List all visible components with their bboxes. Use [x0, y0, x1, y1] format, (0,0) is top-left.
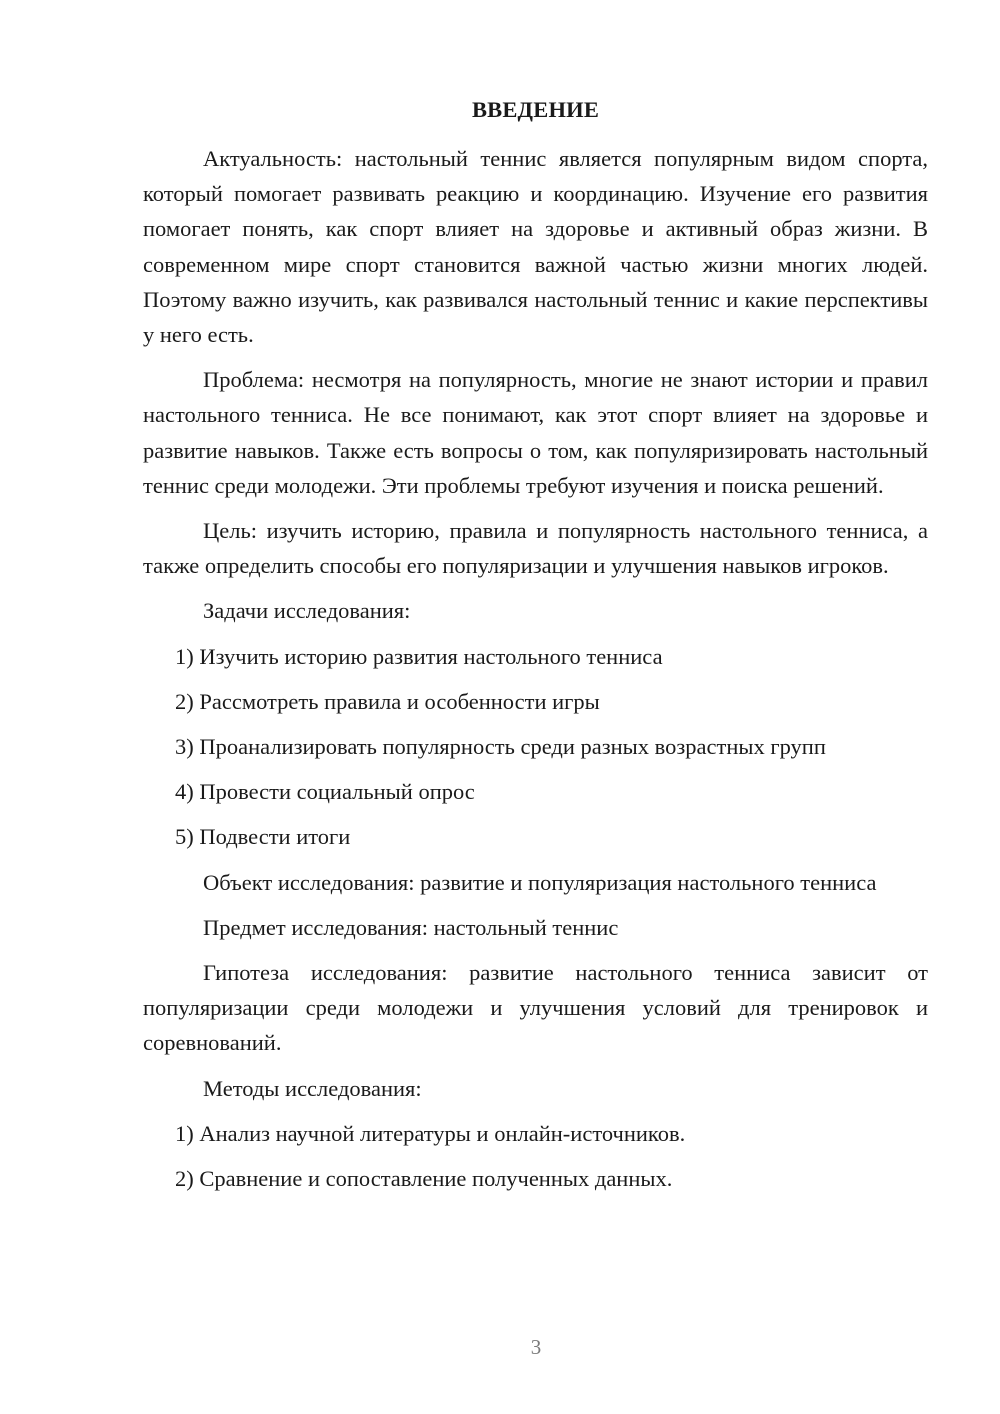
list-item: 1) Изучить историю развития настольного тенниса — [175, 643, 663, 669]
hypothesis-paragraph: Гипотеза исследования: развитие настольного тенниса зависит от популяризации среди молодежи и улучшения условий для тренировок и соревнований. — [143, 960, 928, 1056]
list-item: 4) Провести социальный опрос — [175, 779, 475, 805]
relevance-paragraph: Актуальность: настольный теннис является популярным видом спорта, который помогает развивать реакцию и координацию. Изучение его развития помогает понять, как спорт влияет на здоровье и активный образ жизни. В современном мире спорт становится важной частью жизни многих людей. Поэтому важно изучить, как развивался настольный теннис и какие перспективы у него есть. — [143, 146, 928, 348]
page-number: 3 — [530, 1335, 542, 1359]
list-item: 2) Сравнение и сопоставление полученных данных. — [175, 1166, 673, 1192]
problem-paragraph: Проблема: несмотря на популярность, многие не знают истории и правил настольного тенниса. Не все понимают, как этот спорт влияет на здоровье и развитие навыков. Также есть вопросы о том, как популяризировать настольный теннис среди молодежи. Эти проблемы требуют изучения и поиска решений. — [143, 367, 928, 498]
tasks-title: Задачи исследования: — [203, 598, 411, 624]
page-content — [143, 90, 928, 1206]
list-item: 3) Проанализировать популярность среди разных возрастных групп — [175, 734, 826, 760]
goal-paragraph: Цель: изучить историю, правила и популярность настольного тенниса, а также определить способы его популяризации и улучшения навыков игроков. — [143, 518, 928, 579]
section-heading: ВВЕДЕНИЕ — [471, 97, 600, 122]
tasks-list — [143, 639, 928, 855]
list-item: 1) Анализ научной литературы и онлайн-источников. — [175, 1120, 686, 1146]
subject-paragraph: Предмет исследования: настольный теннис — [203, 914, 619, 940]
methods-title: Методы исследования: — [203, 1075, 422, 1101]
methods-list — [143, 1116, 928, 1196]
list-item: 2) Рассмотреть правила и особенности игры — [175, 688, 600, 714]
list-item: 5) Подвести итоги — [175, 824, 351, 850]
object-paragraph: Объект исследования: развитие и популяризация настольного тенниса — [203, 869, 877, 895]
